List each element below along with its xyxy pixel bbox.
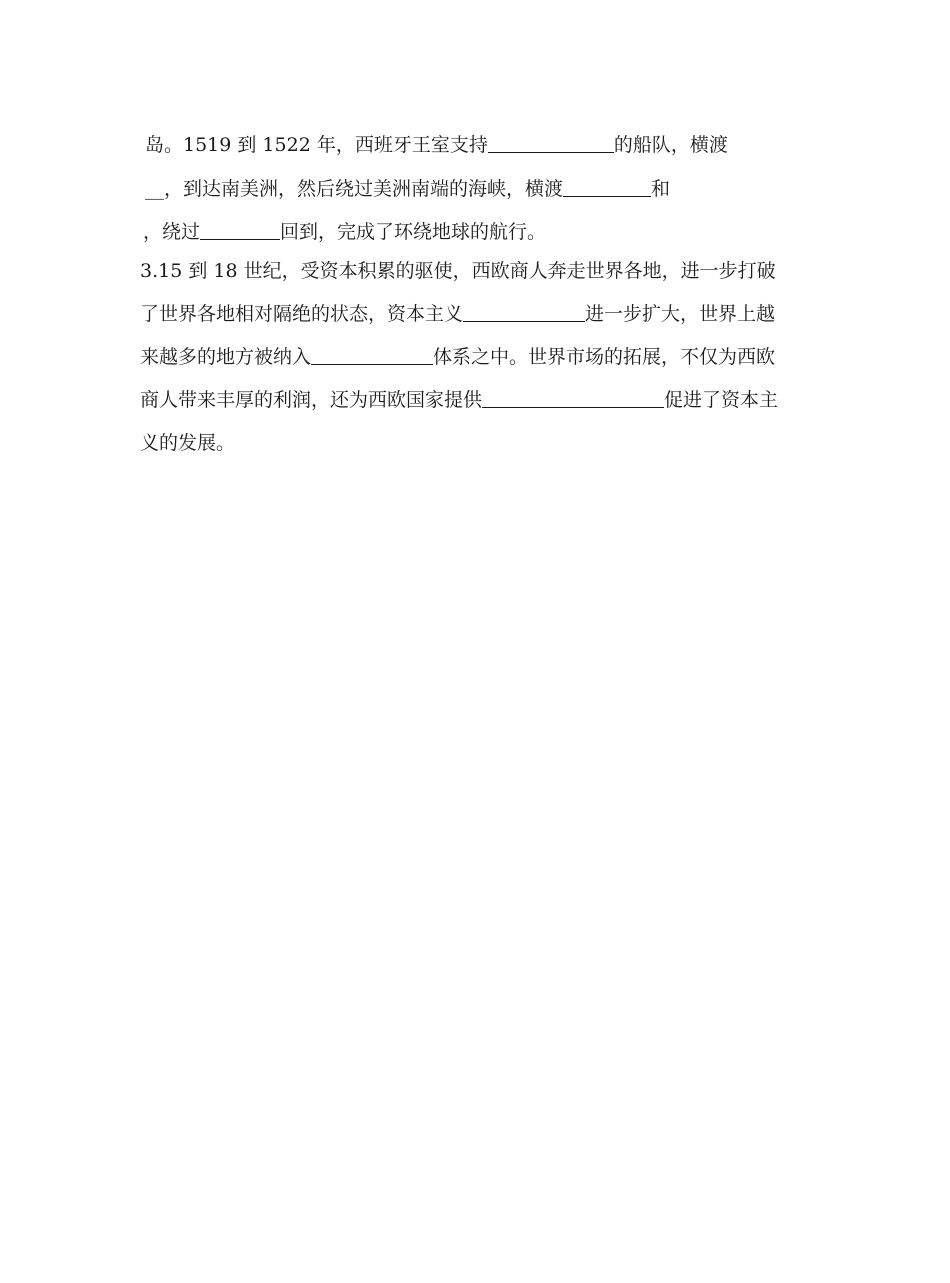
item2-line2 bbox=[145, 174, 670, 204]
item3-line2-text-b: 进一步扩大，世界上越 bbox=[585, 303, 776, 325]
item2-line3 bbox=[143, 217, 546, 247]
item2-line1-text-a: 岛。1519 到 1522 年，西班牙王室支持 bbox=[145, 134, 488, 156]
item2-line1-text-b: 的船队，横渡 bbox=[613, 134, 728, 156]
item3-line2-text-a: 了世界各地相对隔绝的状态，资本主义 bbox=[140, 303, 464, 325]
item2-line1 bbox=[145, 130, 728, 160]
item3-line4-text-b: 促进了资本主 bbox=[664, 389, 779, 411]
item2-line2-text-a: __，到达南美洲，然后绕过美洲南端的海峡，横渡 bbox=[145, 178, 564, 200]
item3-line4-text-a: 商人带来丰厚的利润，还为西欧国家提供 bbox=[140, 389, 483, 411]
item3-line4 bbox=[140, 385, 778, 415]
fill-blank-4[interactable] bbox=[463, 299, 585, 322]
item3-line1-text: 3.15 到 18 世纪，受资本积累的驱使，西欧商人奔走世界各地，进一步打破 bbox=[140, 260, 776, 282]
item3-line3 bbox=[140, 342, 775, 372]
item2-line3-text-b: 回到，完成了环绕地球的航行。 bbox=[280, 221, 547, 243]
item2-line2-text-b: 和 bbox=[651, 178, 671, 200]
item3-line5-text: 义的发展。 bbox=[140, 432, 236, 454]
item3-line3-text-b: 体系之中。世界市场的拓展，不仅为西欧 bbox=[433, 346, 776, 368]
item2-line3-text-a: ，绕过 bbox=[143, 221, 201, 243]
item3-line3-text-a: 来越多的地方被纳入 bbox=[140, 346, 312, 368]
item3-line2 bbox=[140, 299, 775, 329]
fill-blank-6[interactable] bbox=[482, 385, 664, 408]
fill-blank-2[interactable] bbox=[563, 174, 651, 197]
item3-line1 bbox=[140, 256, 776, 286]
item3-line5 bbox=[140, 428, 235, 458]
fill-blank-5[interactable] bbox=[311, 342, 433, 365]
fill-blank-3[interactable] bbox=[200, 217, 280, 240]
fill-blank-1[interactable] bbox=[488, 130, 614, 153]
